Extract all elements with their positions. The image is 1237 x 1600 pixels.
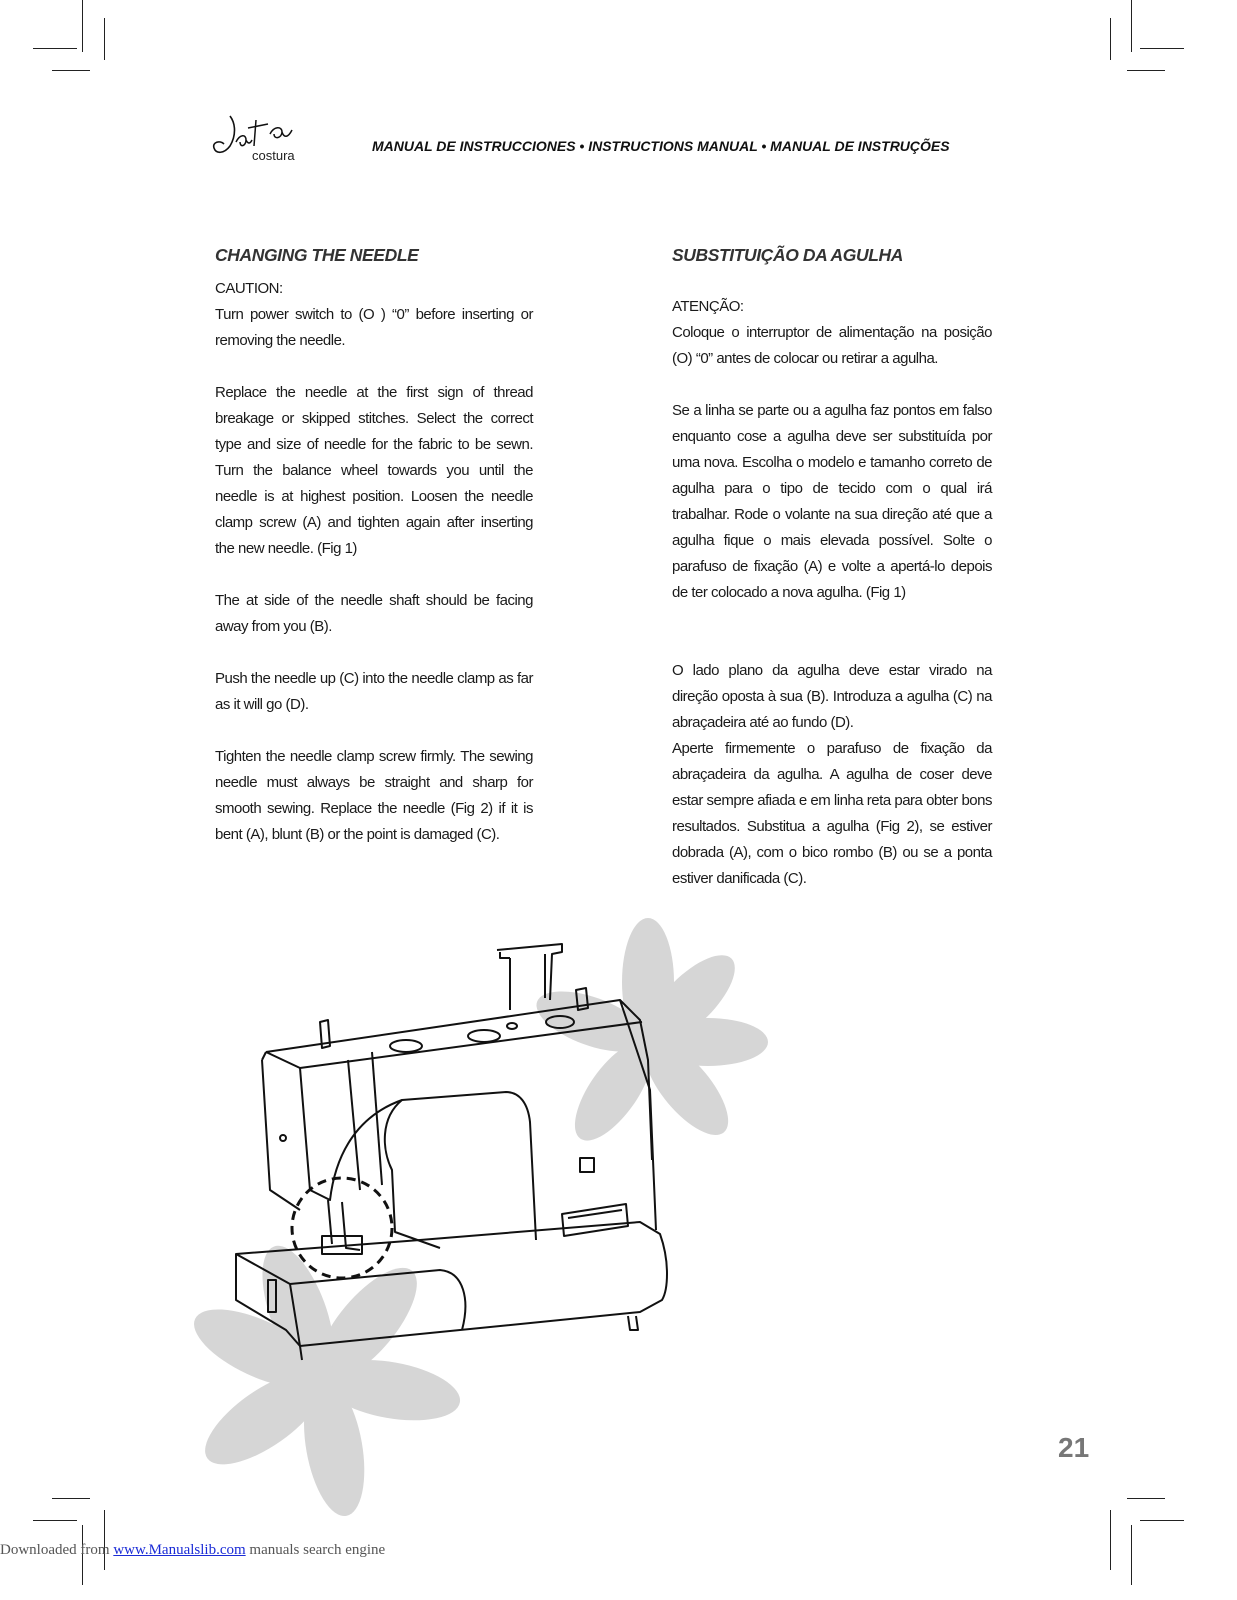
portuguese-column	[672, 245, 992, 892]
crop-mark	[1131, 0, 1132, 52]
crop-mark	[104, 18, 105, 60]
footer-prefix: Downloaded from	[0, 1542, 114, 1558]
crop-mark	[1110, 1510, 1111, 1570]
caution-label-en: CAUTION:	[215, 280, 283, 297]
crop-mark	[1140, 48, 1184, 49]
crop-mark	[1140, 1520, 1184, 1521]
caution-text-pt: Coloque o interruptor de alimentação na posição (O) “0” antes de colocar ou retirar a agulha.	[672, 324, 992, 367]
crop-mark	[52, 70, 90, 71]
crop-mark	[104, 1510, 105, 1570]
paragraph-pt-1: Se a linha se parte ou a agulha faz pontos em falso enquanto cose a agulha deve ser substituída por uma nova. Escolha o modelo e tamanho correto de agulha para o tipo de tecido com o qual irá trabalhar. Rode o volante na sua direção até que a agulha fique o mais elevada possível. Solte o parafuso de fixação (A) e volte a apertá-lo depois de ter colocado a nova agulha. (Fig 1)	[672, 402, 992, 601]
paragraph-en-3: Push the needle up (C) into the needle clamp as far as it will go (D).	[215, 670, 533, 713]
manual-header: MANUAL DE INSTRUCCIONES • INSTRUCTIONS MANUAL • MANUAL DE INSTRUÇÕES	[372, 138, 950, 154]
paragraph-en-2: The at side of the needle shaft should be facing away from you (B).	[215, 592, 533, 635]
caution-label-pt: ATENÇÃO:	[672, 298, 744, 315]
crop-mark	[1110, 18, 1111, 60]
crop-mark	[52, 1498, 90, 1499]
needle-area-highlight	[292, 1178, 392, 1278]
sewing-machine	[236, 944, 667, 1360]
section-title-pt: SUBSTITUIÇÃO DA AGULHA	[672, 245, 904, 265]
paragraph-pt-3: Aperte firmemente o parafuso de fixação da abraçadeira da agulha. A agulha de coser deve estar sempre afiada e em linha reta para obter bons resultados. Substitua a agulha (Fig 2), se estiver dobrada (A), com o bico rombo (B) ou se a ponta estiver danificada (C).	[672, 740, 992, 887]
caution-text-en: Turn power switch to (O ) “0” before inserting or removing the needle.	[215, 306, 533, 349]
logo-subtitle: costura	[252, 148, 295, 163]
crop-mark	[1127, 1498, 1165, 1499]
flower-decoration	[183, 918, 768, 1521]
page-number: 21	[1058, 1432, 1090, 1463]
section-title-en: CHANGING THE NEEDLE	[215, 245, 419, 265]
paragraph-en-4: Tighten the needle clamp screw firmly. The sewing needle must always be straight and sharp for smooth sewing. Replace the needle (Fig 2) if it is bent (A), blunt (B) or the point is damaged (C).	[215, 748, 533, 843]
manualslib-link[interactable]: www.Manualslib.com	[113, 1542, 246, 1558]
download-footer	[0, 1542, 385, 1559]
crop-mark	[82, 0, 83, 52]
english-column	[215, 245, 533, 848]
crop-mark	[33, 48, 77, 49]
paragraph-pt-2: O lado plano da agulha deve estar virado na direção oposta à sua (B). Introduza a agulha (C) na abraçadeira até ao fundo (D).	[672, 662, 992, 731]
paragraph-en-1: Replace the needle at the first sign of thread breakage or skipped stitches. Select the correct type and size of needle for the fabric to be sewn. Turn the balance wheel towards you until the needle is at highest position. Loosen the needle clamp screw (A) and tighten again after inserting the new needle. (Fig 1)	[215, 384, 533, 557]
crop-mark	[33, 1520, 77, 1521]
footer-suffix: manuals search engine	[245, 1542, 386, 1558]
crop-mark	[1131, 1525, 1132, 1585]
crop-mark	[1127, 70, 1165, 71]
